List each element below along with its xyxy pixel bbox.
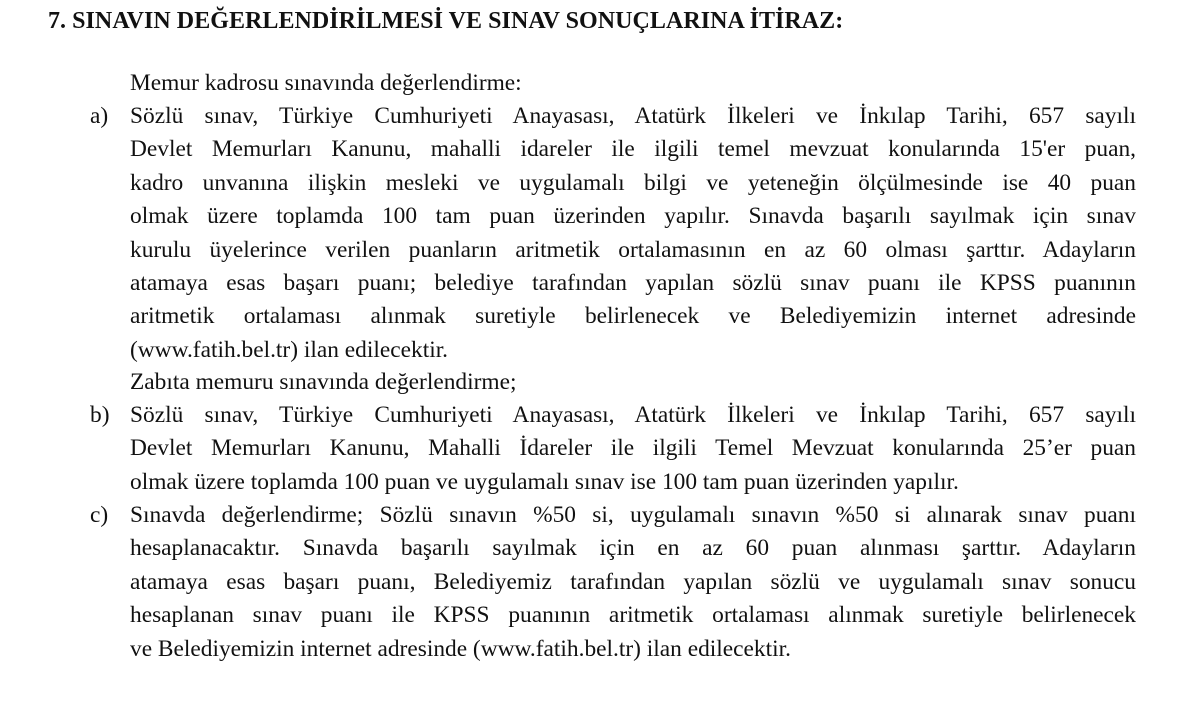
text-line: Sözlü sınav, Türkiye Cumhuriyeti Anayasası, Atatürk İlkeleri ve İnkılap Tarihi, 657 sayılı	[130, 103, 1136, 129]
text-line: atamaya esas başarı puanı; belediye tarafından yapılan sözlü sınav puanı ile KPSS puanının	[130, 270, 1136, 297]
text-line: kadro unvanına ilişkin mesleki ve uygulamalı bilgi ve yeteneğin ölçülmesinde ise 40 puan	[130, 169, 1136, 196]
text-line: Devlet Memurları Kanunu, mahalli idareler ile ilgili temel mevzuat konularında 15'er puan,	[130, 136, 1136, 163]
text-line: Devlet Memurları Kanunu, Mahalli İdareler ile ilgili Temel Mevzuat konularında 25’er puan	[130, 435, 1136, 462]
text-line: olmak üzere toplamda 100 tam puan üzerinden yapılır. Sınavda başarılı sayılmak için sınav	[130, 203, 1136, 230]
list-item-b	[90, 399, 1136, 499]
text-line: hesaplanan sınav puanı ile KPSS puanının aritmetik ortalaması alınmak suretiyle belirlenecek	[130, 602, 1136, 629]
text-line: atamaya esas başarı puanı, Belediyemiz tarafından yapılan sözlü ve uygulamalı sınav sonucu	[130, 568, 1136, 595]
list-item-a	[90, 100, 1136, 367]
text-line: aritmetik ortalaması alınmak suretiyle belirlenecek ve Belediyemizin internet adresinde	[130, 303, 1136, 330]
text-line: kurulu üyelerince verilen puanların aritmetik ortalamasının en az 60 olması şarttır. Adayların	[130, 236, 1136, 263]
list-item-b-text	[130, 399, 1136, 499]
list-marker-c: c)	[90, 502, 109, 528]
list-item-c-text	[130, 499, 1136, 666]
text-line: (www.fatih.bel.tr) ilan edilecektir.	[130, 336, 449, 363]
memur-intro: Memur kadrosu sınavında değerlendirme:	[130, 70, 522, 96]
text-line: olmak üzere toplamda 100 puan ve uygulamalı sınav ise 100 tam puan üzerinden yapılır.	[130, 468, 959, 495]
list-marker-b: b)	[90, 402, 110, 428]
text-line: ve Belediyemizin internet adresinde (www.fatih.bel.tr) ilan edilecektir.	[130, 635, 791, 662]
list-item-c	[90, 499, 1136, 666]
section-heading: 7. SINAVIN DEĞERLENDİRİLMESİ VE SINAV SONUÇLARINA İTİRAZ:	[48, 8, 844, 34]
text-line: Sınavda değerlendirme; Sözlü sınavın %50 si, uygulamalı sınavın %50 si alınarak sınav puanı	[130, 502, 1136, 528]
list-marker-a: a)	[90, 103, 109, 129]
text-line: Sözlü sınav, Türkiye Cumhuriyeti Anayasası, Atatürk İlkeleri ve İnkılap Tarihi, 657 sayılı	[130, 402, 1136, 428]
zabita-intro: Zabıta memuru sınavında değerlendirme;	[130, 369, 517, 395]
text-line: hesaplanacaktır. Sınavda başarılı sayılmak için en az 60 puan alınması şarttır. Adayların	[130, 535, 1136, 562]
list-item-a-text	[130, 100, 1136, 367]
